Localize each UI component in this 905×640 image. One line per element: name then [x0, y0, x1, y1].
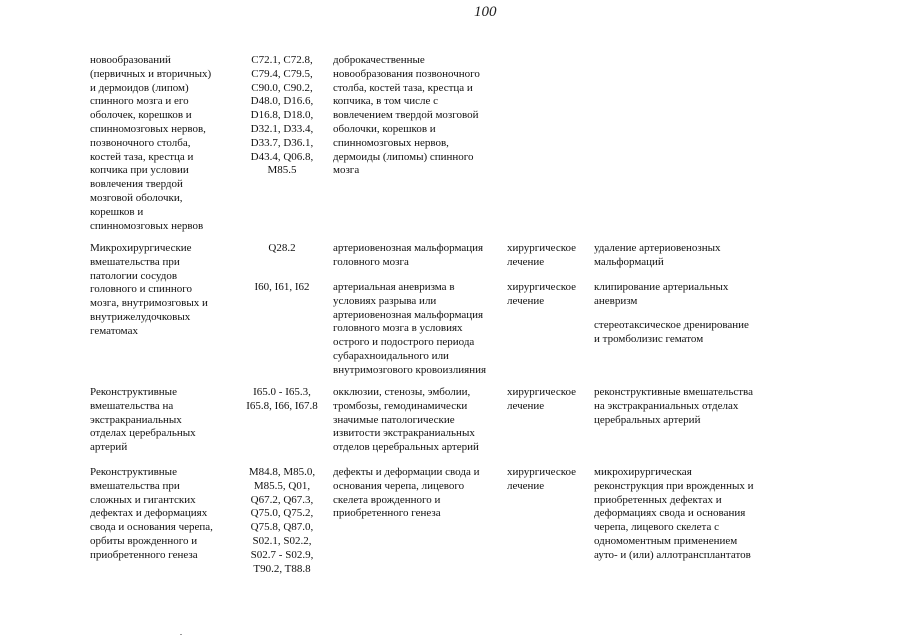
- treatment-type: хирургическое лечение: [507, 242, 577, 268]
- intervention-name: новообразований (первичных и вторичных) и дермоидов (липом) спинного мозга и его оболочек, корешков и спинномозговых нервов, позвоночного столба, костей таза, крестца и копчика при условии вовлечения твердой мозговой оболочки, корешков и спинномозговых нервов: [90, 54, 212, 232]
- intervention-name: Реконструктивные вмешательства на экстракраниальных отделах церебральных артерий: [90, 386, 196, 454]
- intervention-name: Микрохирургические вмешательства при патологии сосудов головного и спинного мозга, внутримозговых и внутрижелудочковых гематомах: [90, 242, 208, 337]
- icd-codes: I60, I61, I62: [254, 281, 310, 293]
- icd-codes: I65.0 - I65.3, I65.8, I66, I67.8: [246, 386, 318, 412]
- treatment-type: хирургическое лечение: [507, 386, 577, 412]
- treatment-method: микрохирургическая реконструкция при врожденных и приобретенных дефектах и деформациях свода и основания черепа, лицевого скелета с одномоментным применением ауто- и (или) аллотрансплантатов: [594, 466, 754, 561]
- icd-codes: Q28.2: [268, 242, 296, 254]
- treatment-type: хирургическое лечение: [507, 281, 577, 307]
- treatment-method-alt: стереотаксическое дренирование и тромболизис гематом: [594, 319, 749, 345]
- page-number: 100: [474, 4, 497, 20]
- diagnosis: дефекты и деформации свода и основания черепа, лицевого скелета врожденного и приобретенного генеза: [333, 466, 480, 520]
- icd-codes: C72.1, C72.8, C79.4, C79.5, C90.0, C90.2, D48.0, D16.6, D16.8, D18.0, D32.1, D33.4, D33.7, D36.1, D43.4, Q06.8, M85.5: [250, 54, 314, 177]
- diagnosis: артериовенозная мальформация головного мозга: [333, 242, 484, 268]
- treatment-method: клипирование артериальных аневризм: [594, 281, 729, 307]
- treatment-type: хирургическое лечение: [507, 466, 577, 492]
- scan-speck: [180, 634, 182, 635]
- diagnosis: артериальная аневризма в условиях разрыва или артериовенозная мальформация головного мозга в условиях острого и подострого периода субарахноидального или внутримозгового кровоизлияния: [333, 281, 487, 376]
- diagnosis: доброкачественные новообразования позвоночного столба, костей таза, крестца и копчика, в том числе с вовлечением твердой мозговой оболочки, корешков и спинномозговых нервов, дермоиды (липомы) спинного мозга: [333, 54, 480, 177]
- intervention-name: Реконструктивные вмешательства при сложных и гигантских дефектах и деформациях свода и основания черепа, орбиты врожденного и приобретенного генеза: [90, 466, 213, 561]
- icd-codes: M84.8, M85.0, M85.5, Q01, Q67.2, Q67.3, Q75.0, Q75.2, Q75.8, Q87.0, S02.1, S02.2, S02.7 - S02.9, T90.2, T88.8: [248, 466, 316, 575]
- diagnosis: окклюзии, стенозы, эмболии, тромбозы, гемодинамически значимые патологические извитости экстракраниальных отделов церебральных артерий: [333, 386, 479, 454]
- treatment-method: удаление артериовенозных мальформаций: [594, 242, 721, 268]
- treatment-method: реконструктивные вмешательства на экстракраниальных отделах церебральных артерий: [594, 386, 753, 426]
